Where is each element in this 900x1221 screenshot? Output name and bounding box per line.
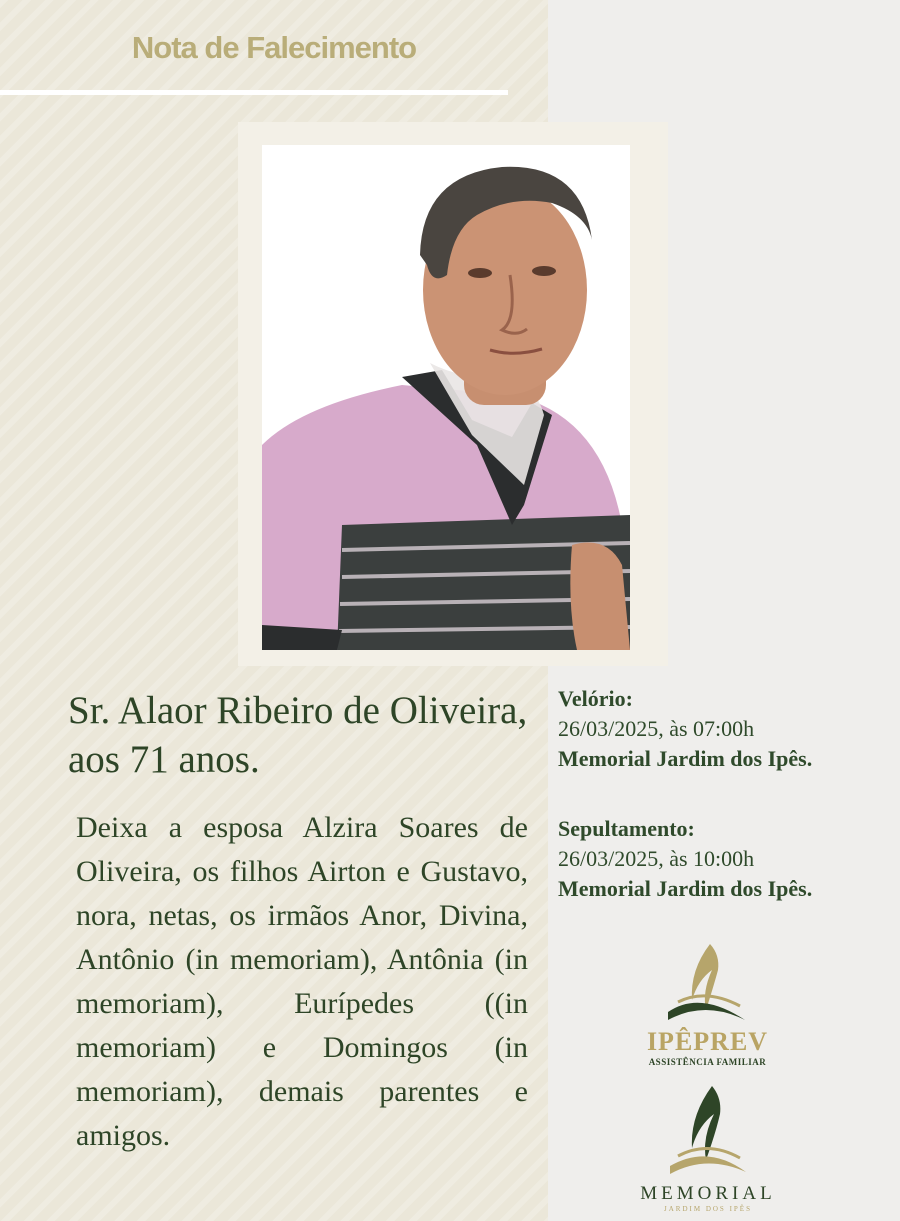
velorio-place: Memorial Jardim dos Ipês. (558, 746, 813, 771)
memorial-name: MEMORIAL (640, 1183, 776, 1204)
sepultamento-datetime: 26/03/2025, às 10:00h (558, 846, 755, 871)
ipeprev-tagline: ASSISTÊNCIA FAMILIAR (648, 1057, 767, 1067)
velorio-section (558, 684, 898, 774)
deceased-name: Sr. Alaor Ribeiro de Oliveira, aos 71 anos. (68, 689, 528, 781)
deceased-photo (262, 145, 630, 650)
ipeprev-name: IPÊPREV (646, 1027, 769, 1056)
memorial-tagline: JARDIM DOS IPÊS (664, 1205, 752, 1213)
deceased-bio: Deixa a esposa Alzira Soares de Oliveira, os filhos Airton e Gustavo, nora, netas, os irmãos Anor, Divina, Antônio (in memoriam), Antônia (in memoriam), Eurípedes ((in memoriam) e Domingos (in memoriam), demais parentes e amigos. (76, 811, 528, 1152)
sepultamento-place: Memorial Jardim dos Ipês. (558, 876, 813, 901)
sepultamento-label: Sepultamento: (558, 816, 695, 841)
page-title: Nota de Falecimento (131, 30, 417, 65)
memorial-logo (628, 1082, 788, 1213)
portrait-image (262, 145, 630, 650)
ipeprev-logo (640, 940, 775, 1067)
velorio-label: Velório: (558, 686, 633, 711)
velorio-datetime: 26/03/2025, às 07:00h (558, 716, 755, 741)
sepultamento-section (558, 814, 898, 904)
title-divider (0, 90, 508, 95)
memorial-emblem-icon (628, 1082, 788, 1178)
ipeprev-emblem-icon (640, 940, 775, 1028)
